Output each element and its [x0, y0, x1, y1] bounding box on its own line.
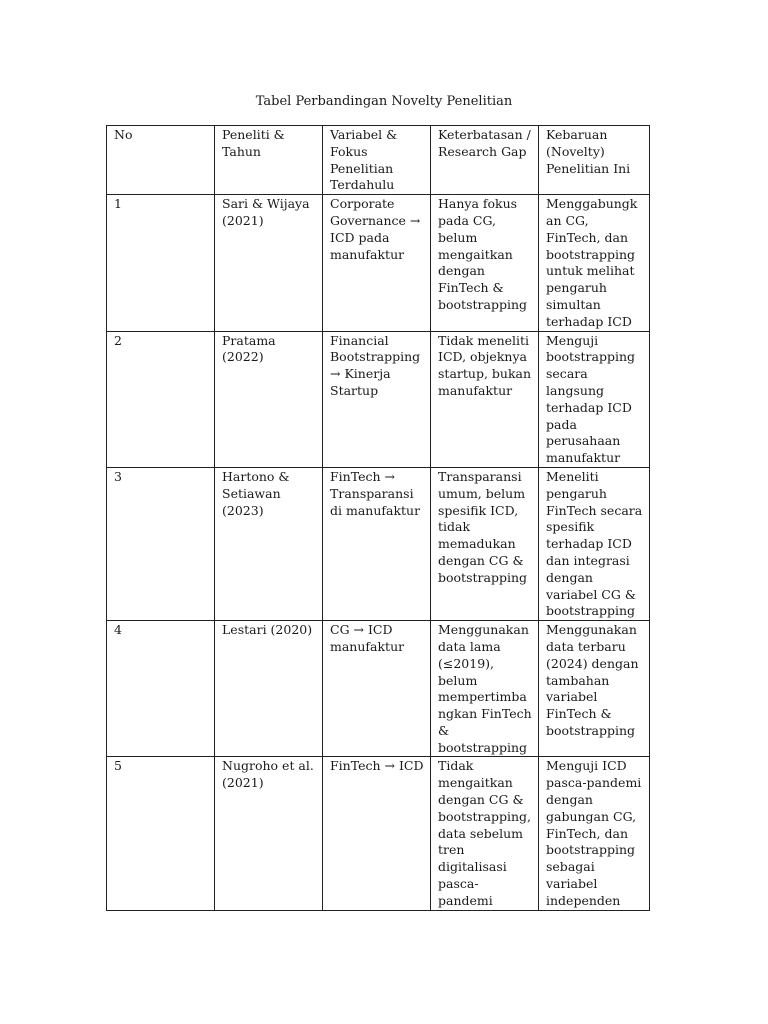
header-cell-no: No [107, 126, 215, 195]
table-row [107, 621, 650, 757]
cell-research-gap: Tidak meneliti ICD, objeknya startup, bukan manufaktur [431, 331, 539, 467]
cell-variables: FinTech → ICD [323, 757, 431, 910]
header-cell-variables: Variabel & Fokus Penelitian Terdahulu [323, 126, 431, 195]
cell-researcher: Pratama (2022) [215, 331, 323, 467]
cell-research-gap: Tidak mengaitkan dengan CG & bootstrapping, data sebelum tren digitalisasi pasca-pandemi [431, 757, 539, 910]
cell-researcher: Lestari (2020) [215, 621, 323, 757]
cell-variables: CG → ICD manufaktur [323, 621, 431, 757]
header-cell-research-gap: Keterbatasan / Research Gap [431, 126, 539, 195]
cell-researcher: Sari & Wijaya (2021) [215, 195, 323, 331]
novelty-comparison-table [106, 125, 650, 911]
cell-variables: Financial Bootstrapping → Kinerja Startup [323, 331, 431, 467]
cell-no: 1 [107, 195, 215, 331]
cell-novelty: Menggunakan data terbaru (2024) dengan tambahan variabel FinTech & bootstrapping [539, 621, 650, 757]
cell-novelty: Meneliti pengaruh FinTech secara spesifik terhadap ICD dan integrasi dengan variabel CG & bootstrapping [539, 467, 650, 620]
cell-no: 2 [107, 331, 215, 467]
cell-novelty: Menggabungkan CG, FinTech, dan bootstrapping untuk melihat pengaruh simultan terhadap ICD [539, 195, 650, 331]
header-cell-researcher: Peneliti & Tahun [215, 126, 323, 195]
page-title: Tabel Perbandingan Novelty Penelitian [255, 94, 513, 109]
cell-variables: Corporate Governance → ICD pada manufaktur [323, 195, 431, 331]
table-row [107, 467, 650, 620]
cell-variables: FinTech → Transparansi di manufaktur [323, 467, 431, 620]
cell-novelty: Menguji bootstrapping secara langsung terhadap ICD pada perusahaan manufaktur [539, 331, 650, 467]
cell-research-gap: Menggunakan data lama (≤2019), belum mempertimbangkan FinTech & bootstrapping [431, 621, 539, 757]
table-header-row [107, 126, 650, 195]
table-row [107, 757, 650, 910]
cell-researcher: Hartono & Setiawan (2023) [215, 467, 323, 620]
cell-novelty: Menguji ICD pasca-pandemi dengan gabungan CG, FinTech, dan bootstrapping sebagai variabel independen [539, 757, 650, 910]
cell-no: 3 [107, 467, 215, 620]
table-row [107, 195, 650, 331]
cell-no: 5 [107, 757, 215, 910]
cell-research-gap: Hanya fokus pada CG, belum mengaitkan dengan FinTech & bootstrapping [431, 195, 539, 331]
cell-research-gap: Transparansi umum, belum spesifik ICD, tidak memadukan dengan CG & bootstrapping [431, 467, 539, 620]
cell-researcher: Nugroho et al. (2021) [215, 757, 323, 910]
cell-no: 4 [107, 621, 215, 757]
header-cell-novelty: Kebaruan (Novelty) Penelitian Ini [539, 126, 650, 195]
table-row [107, 331, 650, 467]
